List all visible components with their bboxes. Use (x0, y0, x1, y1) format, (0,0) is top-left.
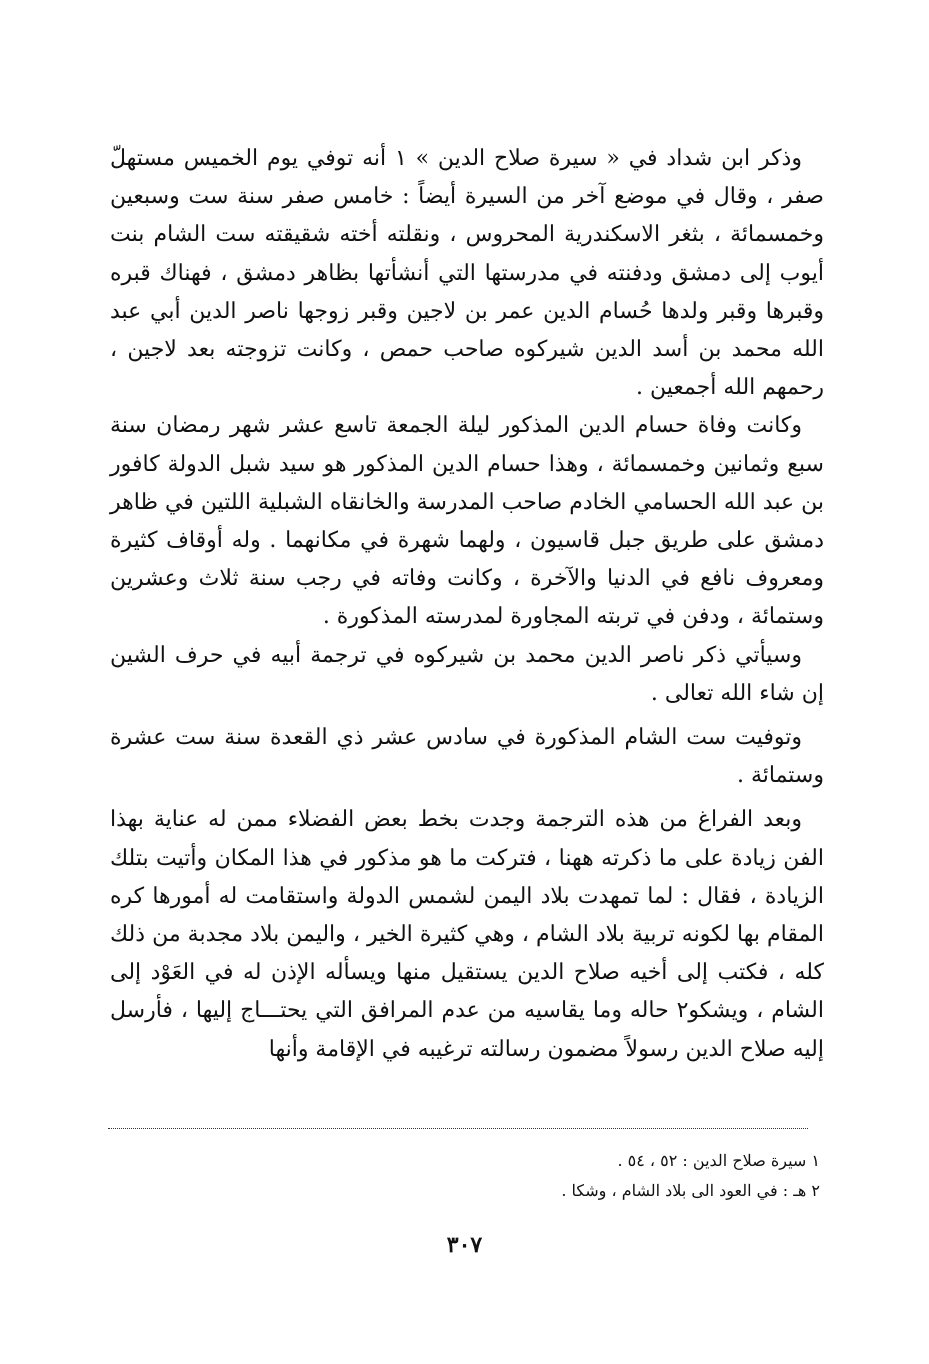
page-number: ٣٠٧ (446, 1232, 483, 1258)
paragraph-2: وكانت وفاة حسام الدين المذكور ليلة الجمعة تاسع عشر شهر رمضان سنة سبع وثمانين وخمسمائة ، وهذا حسام الدين المذكور هو سيد شبل الدولة كافور بن عبد الله الحسامي الخادم صاحب المدرسة والخانقاه الشبلية اللتين في ظاهر دمشق على طريق جبل قاسيون ، ولهما شهرة في مكانهما . وله أوقاف كثيرة ومعروف نافع في الدنيا والآخرة ، وكانت وفاته في رجب سنة ثلاث وعشرين وستمائة ، ودفن في تربته المجاورة لمدرسته المذكورة . (110, 413, 824, 630)
footnote-2: ٢ هـ : في العود الى بلاد الشام ، وشكا . (561, 1181, 820, 1200)
paragraph-4: وتوفيت ست الشام المذكورة في سادس عشر ذي القعدة سنة ست عشرة وستمائة . (110, 725, 824, 789)
footnote-1: ١ سيرة صلاح الدين : ٥٢ ، ٥٤ . (617, 1151, 820, 1170)
paragraph-5: وبعد الفراغ من هذه الترجمة وجدت بخط بعض الفضلاء ممن له عناية بهذا الفن زيادة على ما ذكرته ههنا ، فتركت ما هو مذكور في هذا المكان وأتيت بتلك الزيادة ، فقال : لما تمهدت بلاد اليمن لشمس الدولة واستقامت له أمورها كره المقام بها لكونه تربية بلاد الشام ، وهي كثيرة الخير ، واليمن بلاد مجدبة من ذلك كله ، فكتب إلى أخيه صلاح الدين يستقيل منها ويسأله الإذن له في العَوْد إلى الشام ، ويشكو٢ حاله وما يقاسيه من عدم المرافق التي يحتـــاج إليها ، فأرسل إليه صلاح الدين رسولاً مضمون رسالته ترغيبه في الإقامة وأنها (110, 807, 825, 1062)
footnote-divider (108, 1128, 808, 1129)
paragraph-1: وذكر ابن شداد في « سيرة صلاح الدين » ١ أنه توفي يوم الخميس مستهلّ صفر ، وقال في موضع آخر من السيرة أيضاً : خامس صفر سنة ست وسبعين وخمسمائة ، بثغر الاسكندرية المحروس ، ونقلته أخته شقيقته ست الشام بنت أيوب إلى دمشق ودفنته في مدرستها التي أنشأتها بظاهر دمشق ، فهناك قبره وقبرها وقبر ولدها حُسام الدين عمر بن لاجين وقبر زوجها ناصر الدين أبي عبد الله محمد بن أسد الدين شيركوه صاحب حمص ، وكانت تزوجته بعد لاجين ، رحمهم الله أجمعين . (110, 146, 824, 401)
main-text (110, 140, 824, 1069)
paragraph-3: وسيأتي ذكر ناصر الدين محمد بن شيركوه في ترجمة أبيه في حرف الشين إن شاء الله تعالى . (110, 642, 824, 706)
footnotes (360, 1146, 820, 1206)
